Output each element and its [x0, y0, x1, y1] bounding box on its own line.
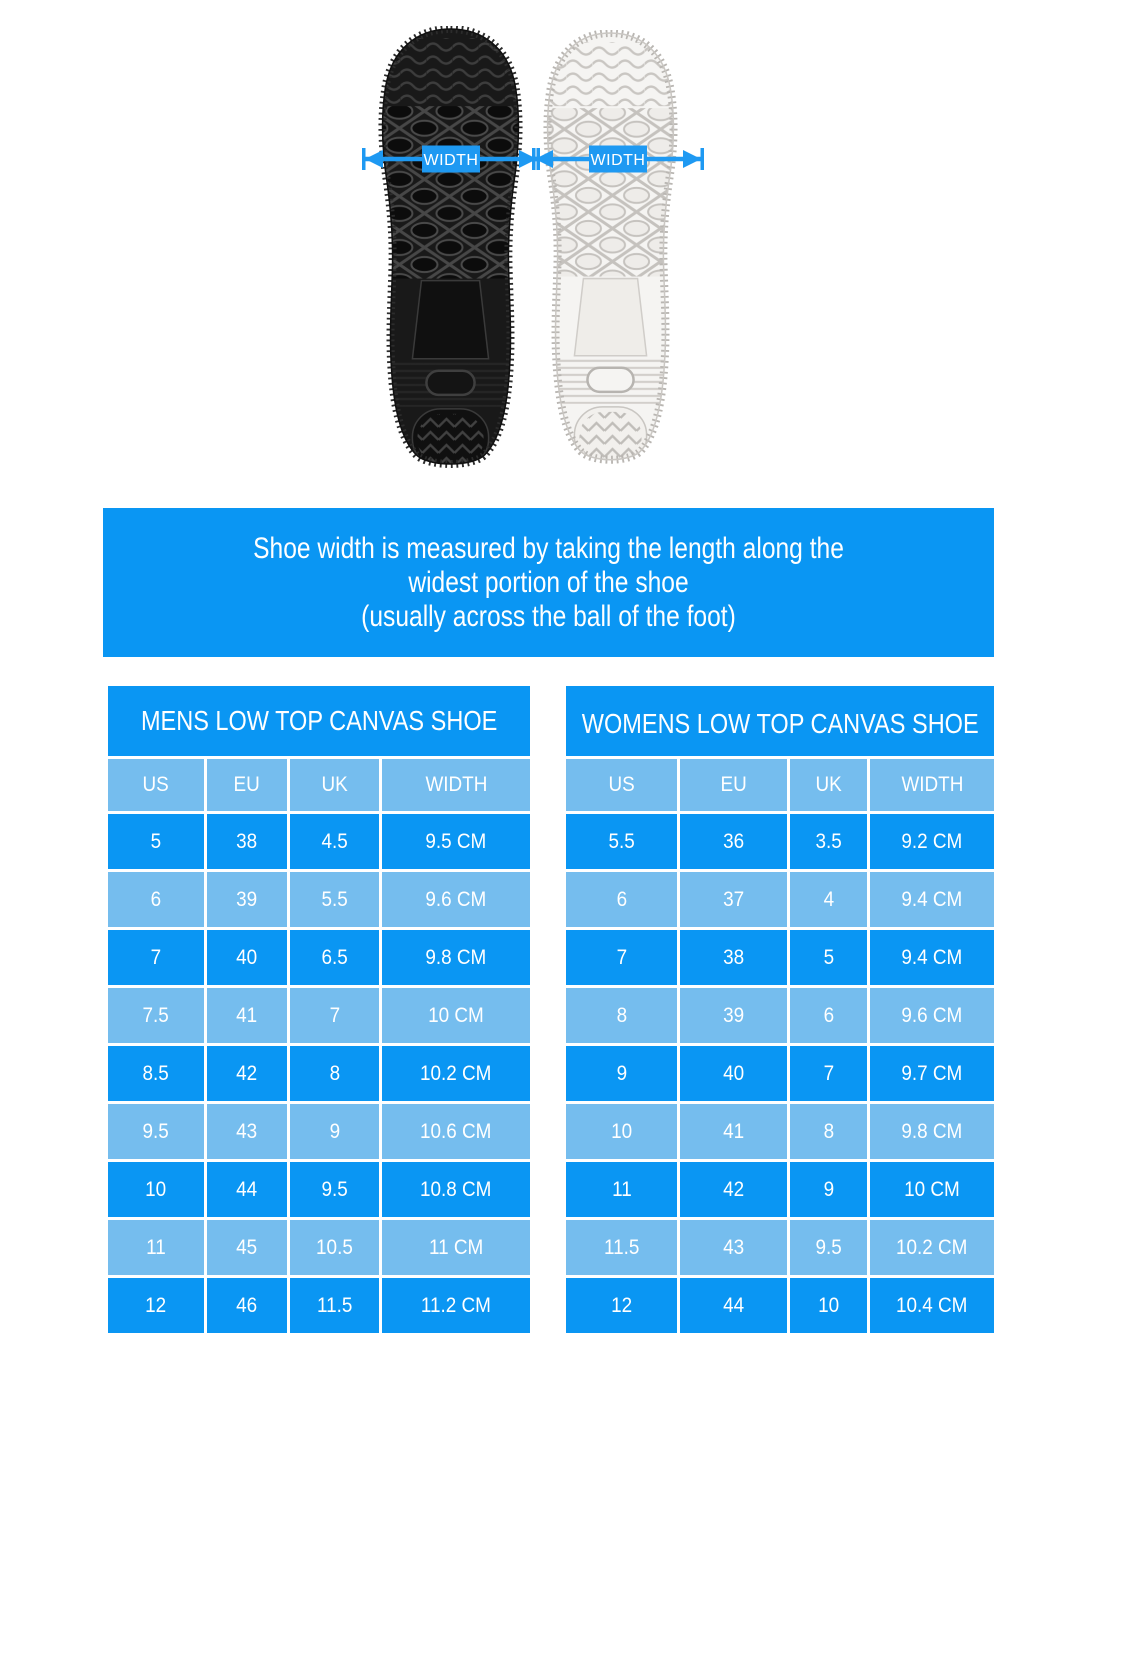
table-cell: 7 [566, 930, 677, 985]
table-cell: 10.8 CM [382, 1162, 530, 1217]
table-cell: 6 [566, 872, 677, 927]
table-cell: 40 [207, 930, 287, 985]
column-header-us: US [566, 759, 677, 811]
table-cell: 9.7 CM [870, 1046, 994, 1101]
table-cell: 9.8 CM [382, 930, 530, 985]
table-row [566, 872, 994, 927]
table-cell: 43 [680, 1220, 787, 1275]
arrowhead-left-icon [535, 150, 553, 168]
table-cell: 10.2 CM [382, 1046, 530, 1101]
table-row [108, 930, 530, 985]
table-row [566, 988, 994, 1043]
column-header-width: WIDTH [382, 759, 530, 811]
table-cell: 5 [790, 930, 867, 985]
table-cell: 38 [680, 930, 787, 985]
table-cell: 9.4 CM [870, 872, 994, 927]
table-cell: 10 CM [870, 1162, 994, 1217]
width-label: WIDTH [590, 152, 646, 169]
banner-text-line: widest portion of the shoe [408, 565, 689, 599]
table-cell: 6 [790, 988, 867, 1043]
table-row [566, 1162, 994, 1217]
table-row [566, 1046, 994, 1101]
table-cell: 12 [108, 1278, 204, 1333]
table-cell: 4.5 [290, 814, 379, 869]
table-cell: 11.5 [566, 1220, 677, 1275]
table-cell: 37 [680, 872, 787, 927]
table-title-text: MENS LOW TOP CANVAS SHOE [140, 705, 498, 736]
table-title [566, 686, 994, 756]
black-sole-image [374, 26, 527, 472]
womens-size-table [566, 686, 994, 1333]
table-cell: 9.4 CM [870, 930, 994, 985]
table-cell: 11.5 [290, 1278, 379, 1333]
table-cell: 8.5 [108, 1046, 204, 1101]
table-row [108, 1220, 530, 1275]
table-cell: 41 [680, 1104, 787, 1159]
table-cell: 6 [108, 872, 204, 927]
table-cell: 10 [108, 1162, 204, 1217]
table-cell: 5.5 [566, 814, 677, 869]
table-row [566, 1104, 994, 1159]
table-cell: 36 [680, 814, 787, 869]
column-header-eu: EU [680, 759, 787, 811]
table-cell: 45 [207, 1220, 287, 1275]
column-header-uk: UK [290, 759, 379, 811]
column-header-uk: UK [790, 759, 867, 811]
table-row [566, 930, 994, 985]
width-measure-arrow-right [532, 143, 704, 175]
table-cell: 7 [790, 1046, 867, 1101]
arrowhead-left-icon [365, 150, 383, 168]
table-cell: 8 [790, 1104, 867, 1159]
table-cell: 8 [566, 988, 677, 1043]
table-cell: 9.6 CM [870, 988, 994, 1043]
table-header-row [566, 759, 994, 811]
table-body [566, 814, 994, 1333]
table-cell: 12 [566, 1278, 677, 1333]
column-header-eu: EU [207, 759, 287, 811]
table-row [566, 814, 994, 869]
table-row [108, 1278, 530, 1333]
table-cell: 42 [680, 1162, 787, 1217]
table-row [108, 1162, 530, 1217]
table-cell: 10.4 CM [870, 1278, 994, 1333]
table-cell: 6.5 [290, 930, 379, 985]
table-cell: 38 [207, 814, 287, 869]
banner-text-line: (usually across the ball of the foot) [361, 599, 736, 633]
table-cell: 9 [790, 1162, 867, 1217]
table-cell: 4 [790, 872, 867, 927]
table-cell: 11 CM [382, 1220, 530, 1275]
mens-size-table [108, 686, 530, 1333]
table-cell: 10.5 [290, 1220, 379, 1275]
table-cell: 8 [290, 1046, 379, 1101]
table-header-row [108, 759, 530, 811]
table-cell: 43 [207, 1104, 287, 1159]
arrowhead-right-icon [683, 150, 701, 168]
table-cell: 7 [290, 988, 379, 1043]
table-cell: 41 [207, 988, 287, 1043]
table-cell: 7 [108, 930, 204, 985]
table-cell: 10 [566, 1104, 677, 1159]
table-cell: 9.5 [108, 1104, 204, 1159]
banner-text-line: Shoe width is measured by taking the length along the [253, 531, 844, 565]
table-cell: 9 [566, 1046, 677, 1101]
table-cell: 10 CM [382, 988, 530, 1043]
column-header-us: US [108, 759, 204, 811]
table-cell: 9.6 CM [382, 872, 530, 927]
width-measure-arrow-left [362, 143, 540, 175]
table-cell: 11 [566, 1162, 677, 1217]
white-sole-image [540, 30, 681, 471]
table-row [108, 814, 530, 869]
measurement-info-banner [103, 508, 994, 657]
table-cell: 39 [680, 988, 787, 1043]
width-label: WIDTH [423, 152, 479, 169]
table-cell: 44 [680, 1278, 787, 1333]
table-cell: 42 [207, 1046, 287, 1101]
table-cell: 11.2 CM [382, 1278, 530, 1333]
table-title [108, 686, 530, 756]
table-cell: 9.5 CM [382, 814, 530, 869]
table-cell: 7.5 [108, 988, 204, 1043]
table-row [108, 872, 530, 927]
table-row [108, 1046, 530, 1101]
table-cell: 10.2 CM [870, 1220, 994, 1275]
table-row [566, 1278, 994, 1333]
table-title-text: WOMENS LOW TOP CANVAS SHOE [581, 708, 979, 739]
table-cell: 10.6 CM [382, 1104, 530, 1159]
table-row [108, 988, 530, 1043]
table-cell: 40 [680, 1046, 787, 1101]
table-row [108, 1104, 530, 1159]
table-cell: 9.5 [290, 1162, 379, 1217]
column-header-width: WIDTH [870, 759, 994, 811]
table-cell: 9.8 CM [870, 1104, 994, 1159]
table-cell: 46 [207, 1278, 287, 1333]
table-cell: 3.5 [790, 814, 867, 869]
table-cell: 5.5 [290, 872, 379, 927]
table-cell: 44 [207, 1162, 287, 1217]
table-row [566, 1220, 994, 1275]
table-cell: 11 [108, 1220, 204, 1275]
table-body [108, 814, 530, 1333]
table-cell: 9 [290, 1104, 379, 1159]
table-cell: 39 [207, 872, 287, 927]
table-cell: 9.2 CM [870, 814, 994, 869]
table-cell: 5 [108, 814, 204, 869]
table-cell: 9.5 [790, 1220, 867, 1275]
table-cell: 10 [790, 1278, 867, 1333]
